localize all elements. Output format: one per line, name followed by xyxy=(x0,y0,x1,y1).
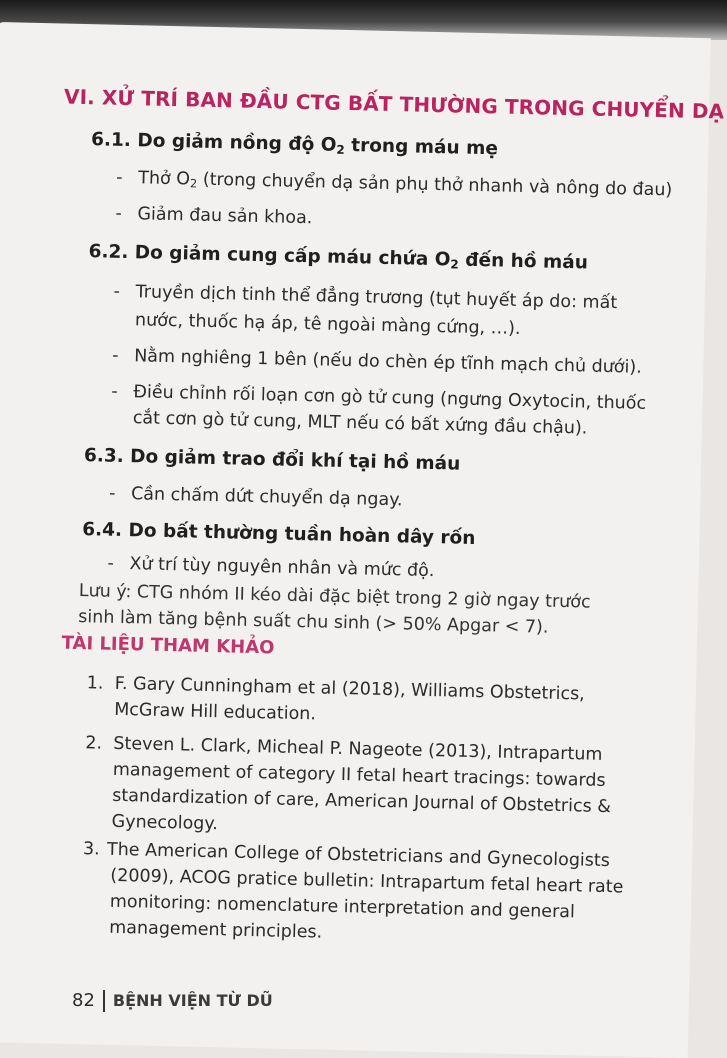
subsection-6-2-sub: 2 xyxy=(450,257,459,272)
item-sub: 2 xyxy=(189,176,198,191)
reference-line: McGraw Hill education. xyxy=(113,699,317,725)
item-text: Cần chấm dứt chuyển dạ ngay. xyxy=(130,484,403,511)
note-line-2: sinh làm tăng bệnh suất chu sinh (> 50% Apgar < 7). xyxy=(78,607,549,638)
reference-line: The American College of Obstetricians and Gynecologists xyxy=(106,839,611,872)
list-item-continuation: nước, thuốc hạ áp, tê ngoài màng cứng, …). xyxy=(134,310,521,339)
subsection-6-4: 6.4. Do bất thường tuần hoàn dây rốn xyxy=(82,519,476,549)
page-footer xyxy=(72,990,273,1012)
subsection-6-2-pre: 6.2. Do giảm cung cấp máu chứa O xyxy=(88,241,451,271)
dash-marker: - xyxy=(116,167,123,188)
item-post: (trong chuyển dạ sản phụ thở nhanh và nông do đau) xyxy=(197,169,673,201)
subsection-6-2-post: đến hồ máu xyxy=(458,249,589,274)
subsection-6-1-sub: 2 xyxy=(336,142,345,157)
list-item xyxy=(112,346,642,378)
references-title: TÀI LIỆU THAM KHẢO xyxy=(61,632,275,659)
dash-marker: - xyxy=(108,483,116,504)
subsection-6-1 xyxy=(91,129,498,160)
reference-line: Gynecology. xyxy=(111,811,219,835)
dash-marker: - xyxy=(107,553,115,574)
dash-marker: - xyxy=(115,203,122,224)
reference-line: monitoring: nomenclature interpretation and general xyxy=(109,891,576,923)
item-text: Xử trí tùy nguyên nhân và mức độ. xyxy=(129,554,435,582)
reference-number: 3. xyxy=(82,839,100,860)
item-line1: Nằm nghiêng 1 bên (nếu do chèn ép tĩnh mạch chủ dưới). xyxy=(133,346,642,378)
dash-marker: - xyxy=(113,281,121,302)
reference-line: standardization of care, American Journal of Obstetrics & xyxy=(112,785,612,818)
reference-line: (2009), ACOG pratice bulletin: Intrapartum fetal heart rate xyxy=(110,865,624,898)
reference-line: management of category II fetal heart tracings: towards xyxy=(112,759,606,792)
dash-marker: - xyxy=(111,345,119,366)
list-item xyxy=(115,204,312,228)
subsection-6-2 xyxy=(88,241,588,274)
list-item xyxy=(107,554,434,581)
list-item-continuation: cắt cơn gò tử cung, MLT nếu có bất xứng đầu chậu). xyxy=(132,408,588,439)
footer-divider xyxy=(103,990,105,1012)
dash-marker: - xyxy=(111,381,118,402)
subsection-6-1-post: trong máu mẹ xyxy=(344,134,499,160)
list-item xyxy=(116,168,672,201)
list-item xyxy=(109,484,403,511)
reference-line: management principles. xyxy=(109,917,323,943)
section-heading: VI. XỬ TRÍ BAN ĐẦU CTG BẤT THƯỜNG TRONG CHUYỂN DẠ xyxy=(63,84,725,124)
reference-line: Steven L. Clark, Micheal P. Nageote (2013), Intrapartum xyxy=(113,733,603,765)
note-line-1: Lưu ý: CTG nhóm II kéo dài đặc biệt trong 2 giờ ngay trước xyxy=(78,581,591,613)
page-number: 82 xyxy=(72,990,95,1011)
subsection-6-1-pre: 6.1. Do giảm nồng độ O xyxy=(90,129,337,156)
item-pre: Thở O xyxy=(138,168,191,190)
item-text: Giảm đau sản khoa. xyxy=(137,204,313,229)
reference-line: F. Gary Cunningham et al (2018), Williams Obstetrics, xyxy=(114,673,585,705)
list-item xyxy=(113,282,617,313)
reference-number: 2. xyxy=(85,733,103,754)
item-line1: Điều chỉnh rối loạn cơn gò tử cung (ngưng Oxytocin, thuốc xyxy=(133,382,647,414)
hospital-name: BỆNH VIỆN TỪ DŨ xyxy=(112,991,273,1010)
reference-number: 1. xyxy=(86,673,104,694)
subsection-6-3: 6.3. Do giảm trao đổi khí tại hồ máu xyxy=(83,445,461,475)
item-line1: Truyền dịch tinh thể đẳng trương (tụt huyết áp do: mất xyxy=(135,282,618,314)
